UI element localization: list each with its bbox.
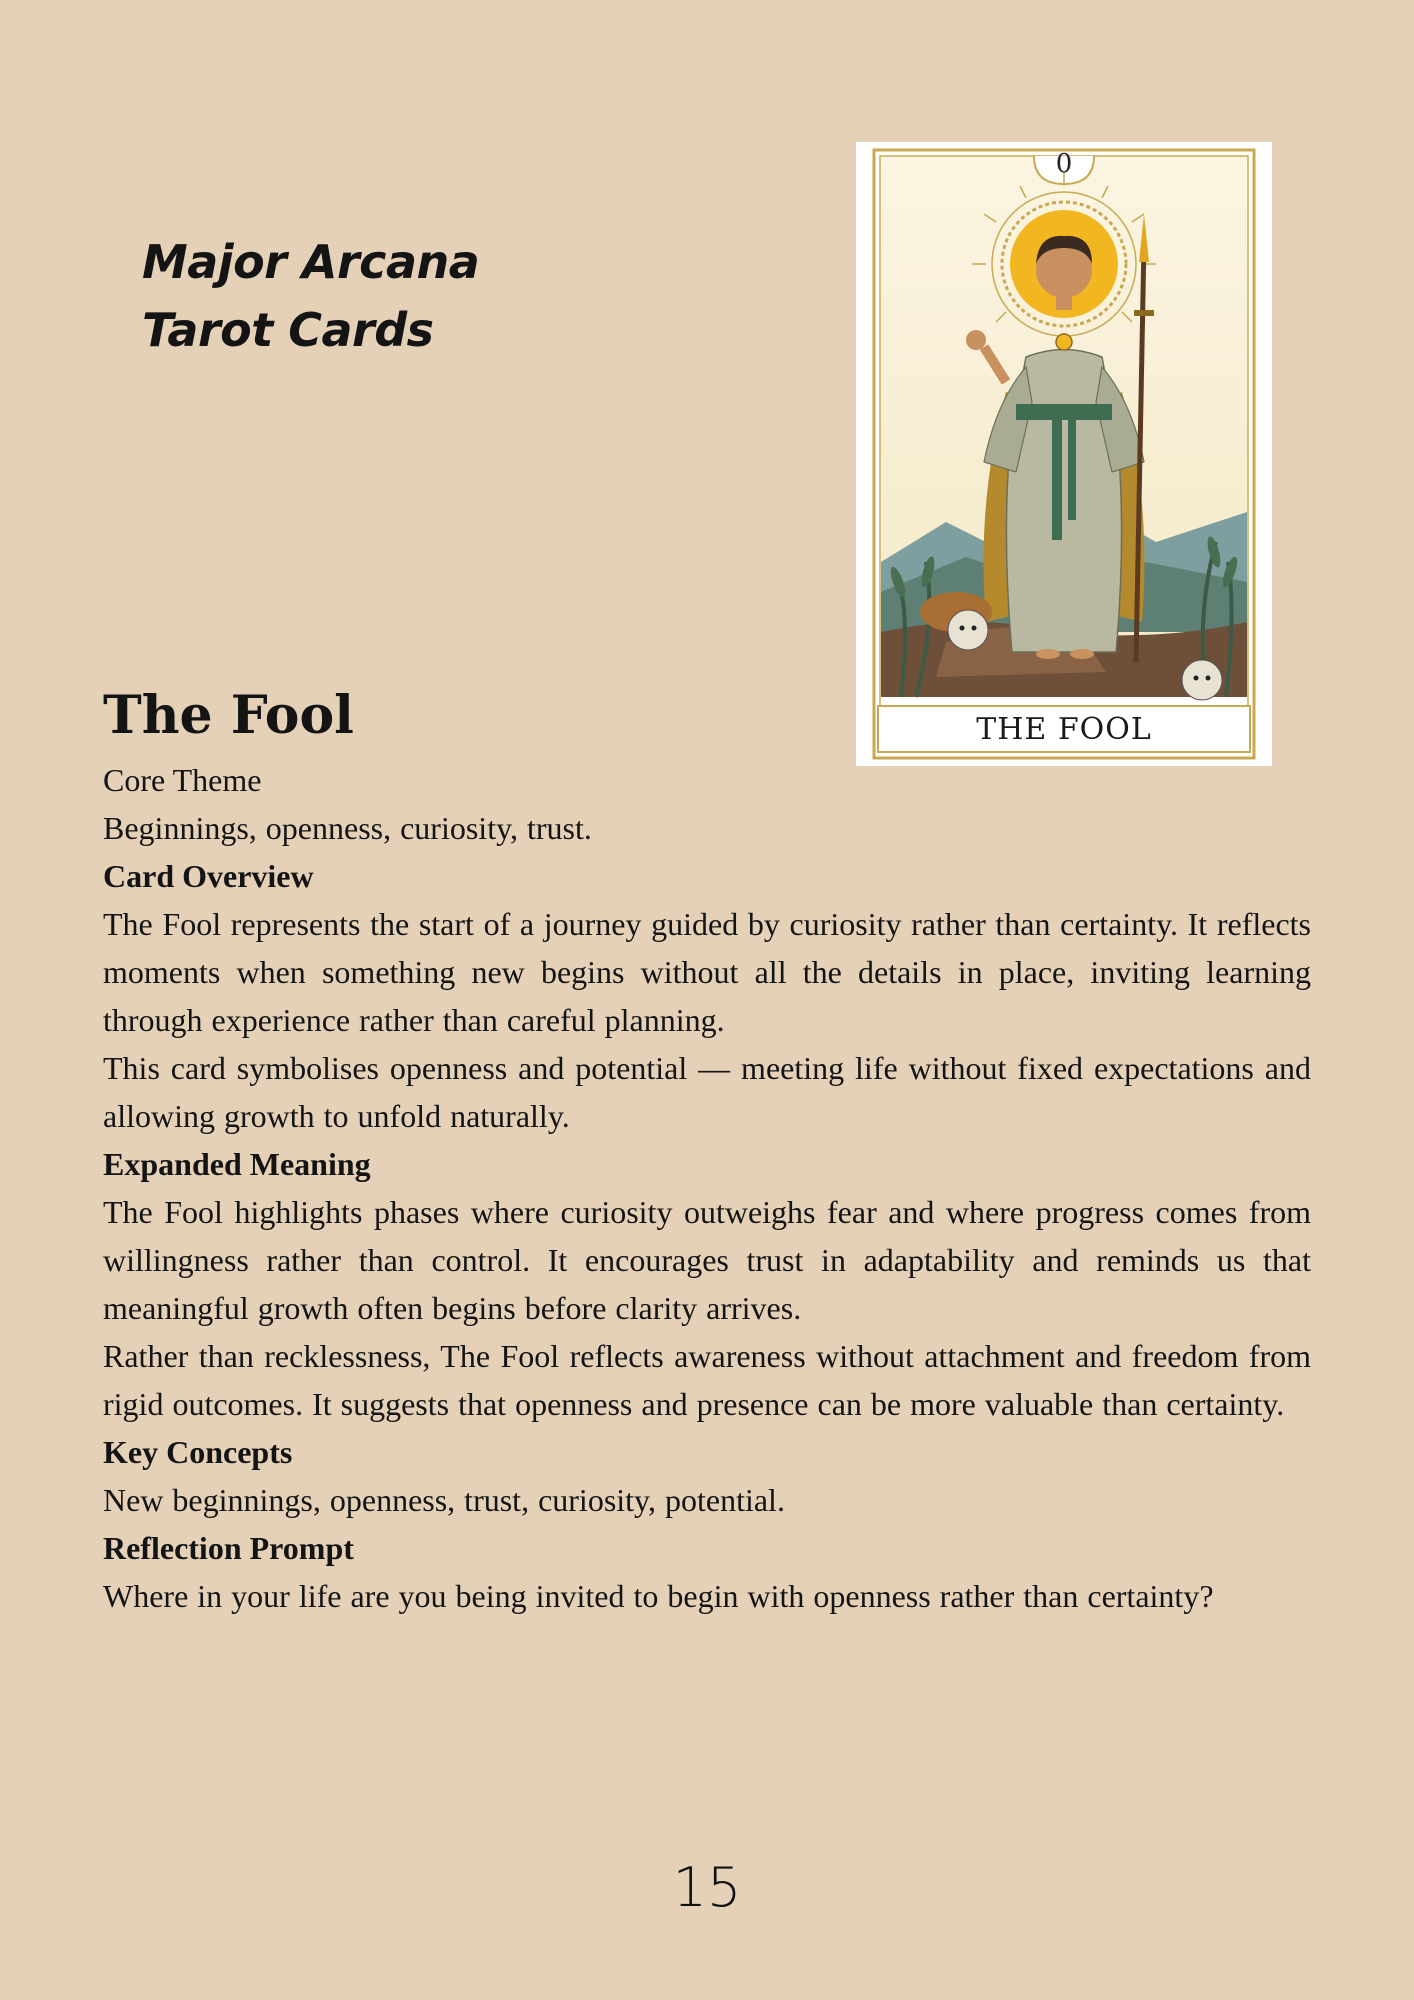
overview-heading: Card Overview <box>103 858 314 894</box>
card-title: The Fool <box>103 685 354 746</box>
card-description <box>103 676 1311 1620</box>
expanded-heading: Expanded Meaning <box>103 1146 371 1182</box>
book-title-line-2: Tarot Cards <box>142 303 434 357</box>
expanded-paragraph-1: The Fool highlights phases where curiosity outweighs fear and where progress comes from willingness rather than control. It encourages trust in adaptability and reminds us that meaningful growth often begins before clarity arrives. <box>103 1194 1311 1326</box>
expanded-paragraph-2: Rather than recklessness, The Fool reflects awareness without attachment and freedom from rigid outcomes. It suggests that openness and presence can be more valuable than certainty. <box>103 1338 1311 1422</box>
reflection-heading: Reflection Prompt <box>103 1530 354 1566</box>
overview-paragraph-2: This card symbolises openness and potential — meeting life without fixed expectations and allowing growth to unfold naturally. <box>103 1050 1311 1134</box>
core-theme-label: Core Theme <box>103 762 262 798</box>
concepts-heading: Key Concepts <box>103 1434 293 1470</box>
reflection-text: Where in your life are you being invited to begin with openness rather than certainty? <box>103 1578 1214 1614</box>
tarot-card-illustration <box>856 142 1272 766</box>
core-theme-text: Beginnings, openness, curiosity, trust. <box>103 810 592 846</box>
concepts-text: New beginnings, openness, trust, curiosity, potential. <box>103 1482 785 1518</box>
book-title <box>142 228 479 364</box>
book-title-line-1: Major Arcana <box>142 235 480 289</box>
fool-card-artwork <box>856 142 1272 766</box>
overview-paragraph-1: The Fool represents the start of a journey guided by curiosity rather than certainty. It reflects moments when something new begins without all the details in place, inviting learning through experience rather than careful planning. <box>103 906 1311 1038</box>
page-number: 15 <box>672 1856 742 1919</box>
card-name-plate: THE FOOL <box>976 712 1152 747</box>
card-number: 0 <box>1055 149 1073 179</box>
